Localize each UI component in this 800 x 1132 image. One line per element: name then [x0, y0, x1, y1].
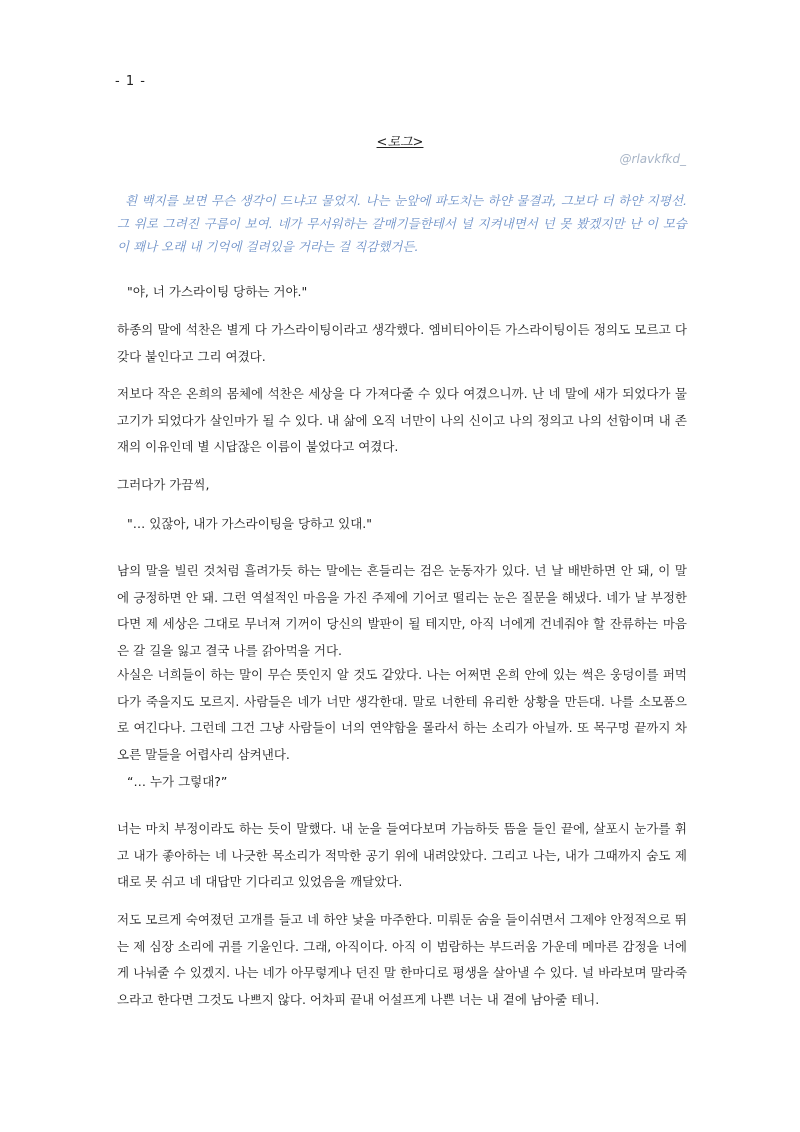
document-title: <로그>	[376, 135, 424, 150]
paragraph-dialogue-2: "… 있잖아, 내가 가스라이팅을 당하고 있대."	[127, 516, 373, 531]
author-handle: @rlavkfkd_	[619, 152, 686, 166]
paragraph-dialogue-1: "야, 너 가스라이팅 당하는 거야."	[127, 284, 308, 299]
paragraph-dialogue-3: “… 누가 그렇대?”	[127, 774, 228, 789]
epigraph: 흰 백지를 보면 무슨 생각이 드냐고 물었지. 나는 눈앞에 파도치는 하얀 물결과, 그보다 더 하얀 지평선. 그 위로 그려진 구름이 보여. 네가 무서워하는 갈매기들한테서 널 지켜내면서 넌 못 봤겠지만 난 이 모습이 꽤나 오래 내 기억에 걸려있을 거라는 걸 직감했거든.	[117, 193, 687, 254]
paragraph-6: 사실은 너희들이 하는 말이 무슨 뜻인지 알 것도 같았다. 나는 어쩌면 온희 안에 있는 썩은 웅덩이를 퍼먹다가 죽을지도 모르지. 사람들은 네가 너만 생각한대. 말로 너한테 유리한 상황을 만든대. 나를 소모품으로 여긴다나. 그런데 그건 그냥 사람들이 너의 연약함을 몰라서 하는 소리가 아닐까. 또 목구멍 끝까지 차오른 말들을 어렵사리 삼켜낸다.	[117, 667, 687, 762]
paragraph-3: 저보다 작은 온희의 몸체에 석찬은 세상을 다 가져다줄 수 있다 여겼으니까. 난 네 말에 새가 되었다가 물고기가 되었다가 살인마가 될 수 있다. 내 삶에 오직 너만이 나의 신이고 나의 정의고 나의 선함이며 내 존재의 이유인데 별 시답잖은 이름이 붙었다고 여겼다.	[117, 386, 687, 454]
paragraph-4: 그러다가 가끔씩,	[117, 477, 210, 492]
paragraph-2: 하종의 말에 석찬은 별게 다 가스라이팅이라고 생각했다. 엠비티아이든 가스라이팅이든 정의도 모르고 다 갖다 붙인다고 그리 여겼다.	[117, 322, 687, 364]
paragraph-8: 저도 모르게 숙여졌던 고개를 들고 네 하얀 낯을 마주한다. 미뤄둔 숨을 들이쉬면서 그제야 안정적으로 뛰는 제 심장 소리에 귀를 기울인다. 그래, 아직이다. 아직 이 범람하는 부드러움 가운데 메마른 감정을 너에게 나눠줄 수 있겠지. 나는 네가 아무렇게나 던진 말 한마디로 평생을 살아낼 수 있다. 널 바라보며 말라죽으라고 한다면 그것도 나쁘지 않다. 어차피 끝내 어설프게 나쁜 너는 내 곁에 남아줄 테니.	[117, 912, 687, 1007]
page-number: - 1 -	[115, 74, 146, 89]
paragraph-5: 남의 말을 빌린 것처럼 흘려가듯 하는 말에는 흔들리는 검은 눈동자가 있다. 넌 날 배반하면 안 돼, 이 말에 긍정하면 안 돼. 그런 역설적인 마음을 가진 주제에 기어코 떨리는 눈은 질문을 해냈다. 네가 날 부정한다면 제 세상은 그대로 무너져 기꺼이 당신의 발판이 될 테지만, 아직 너에게 건네줘야 할 잔류하는 마음은 갈 길을 잃고 결국 나를 갉아먹을 거다.	[117, 563, 687, 658]
paragraph-7: 너는 마치 부정이라도 하는 듯이 말했다. 내 눈을 들여다보며 가늠하듯 뜸을 들인 끝에, 살포시 눈가를 휘고 내가 좋아하는 네 나긋한 목소리가 적막한 공기 위에 내려앉았다. 그리고 나는, 내가 그때까지 숨도 제대로 못 쉬고 네 대답만 기다리고 있었음을 깨달았다.	[117, 821, 687, 889]
